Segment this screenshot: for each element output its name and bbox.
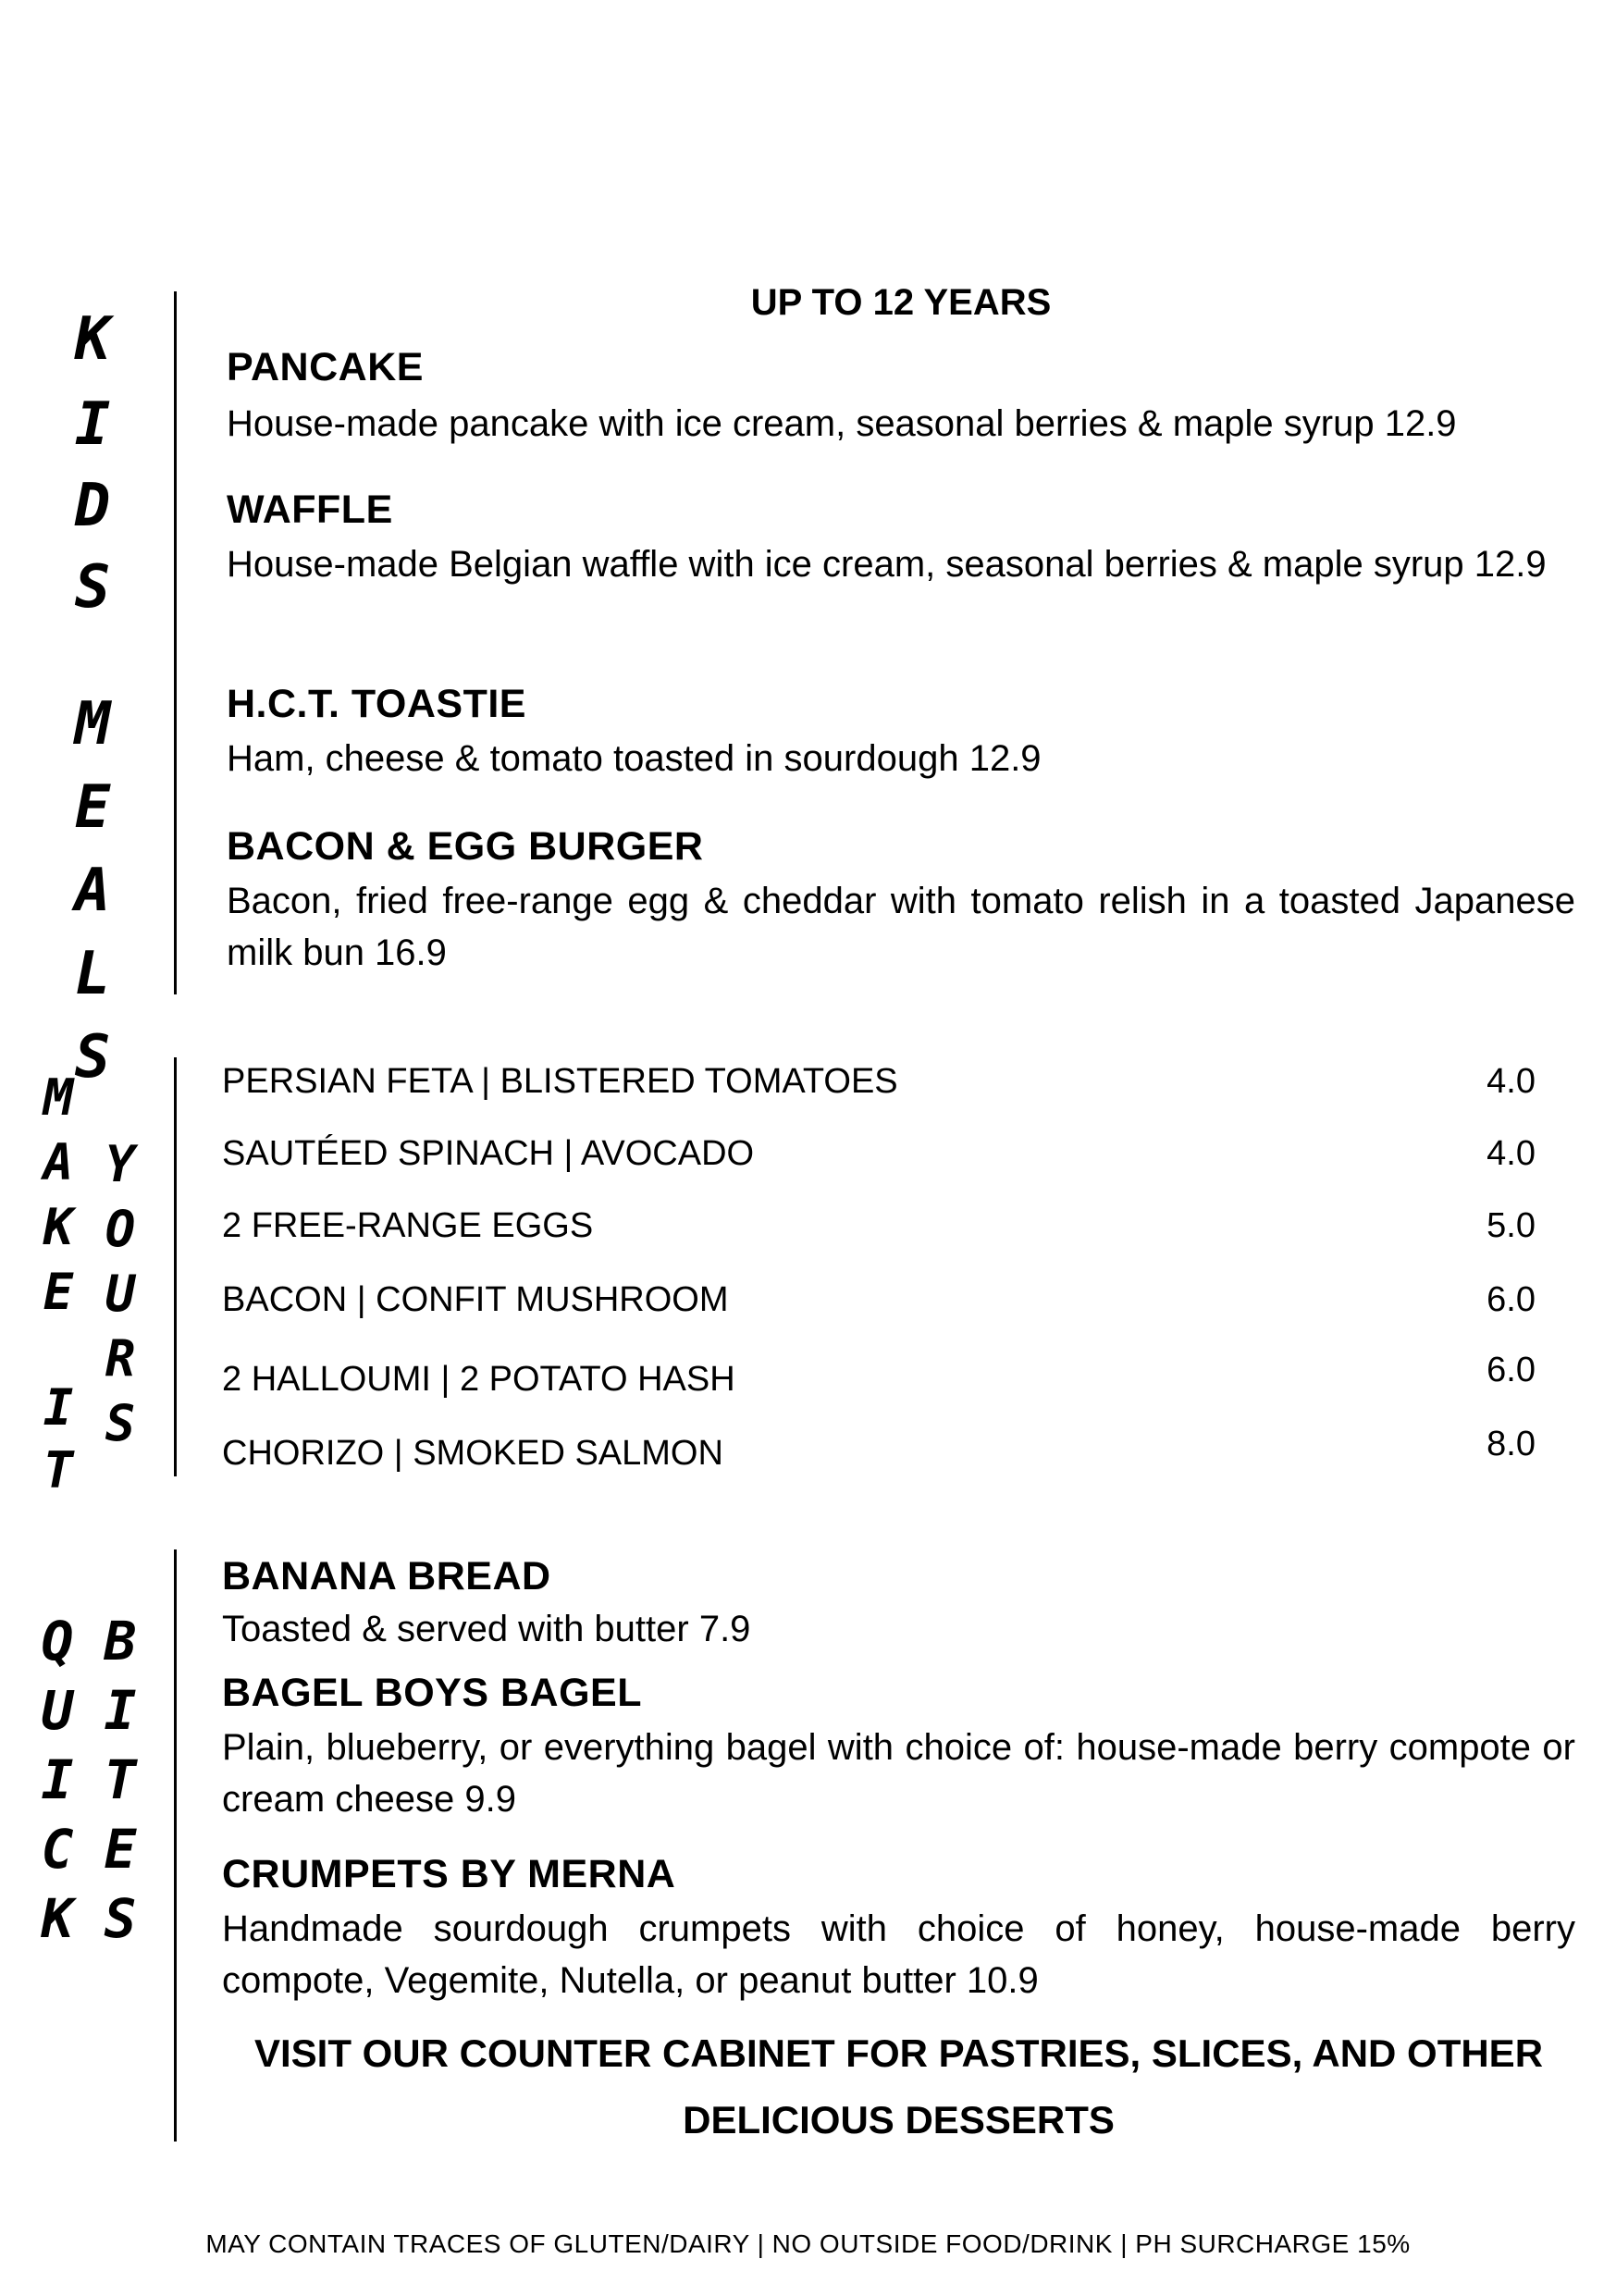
- item-description: Toasted & served with butter 7.9: [222, 1609, 751, 1649]
- quick-bites-side-title-right: [93, 1610, 148, 1961]
- make-it-yours-side-title-right: [93, 1135, 148, 1463]
- make-it-yours-side-title-left: [31, 1068, 86, 1509]
- item-name: BANANA BREAD: [222, 1554, 551, 1599]
- quick-bites-section: [222, 1554, 1575, 2035]
- menu-item: [227, 824, 1575, 979]
- item-name: H.C.T. TOASTIE: [227, 682, 526, 726]
- item-description: Ham, cheese & tomato toasted in sourdough 12.9: [227, 738, 1042, 779]
- menu-item: [222, 1852, 1575, 2006]
- side-title-word-kids: K I D S: [74, 305, 111, 622]
- addon-price: 6.0: [1486, 1351, 1536, 1389]
- side-title-word-make: M A K E: [43, 1068, 74, 1321]
- item-name: BACON & EGG BURGER: [227, 824, 704, 869]
- addon-price: 4.0: [1486, 1134, 1536, 1173]
- menu-item: [222, 1554, 1575, 1655]
- addons-divider-line: [174, 1057, 177, 1476]
- addon-label: 2 HALLOUMI | 2 POTATO HASH: [222, 1360, 735, 1399]
- item-name: PANCAKE: [227, 345, 424, 389]
- side-title-word-meals: M E A L S: [74, 690, 111, 1092]
- addon-label: SAUTÉED SPINACH | AVOCADO: [222, 1134, 755, 1173]
- menu-item: [227, 488, 1575, 590]
- addon-price: 4.0: [1486, 1062, 1536, 1101]
- item-name: BAGEL BOYS BAGEL: [222, 1671, 642, 1715]
- menu-item: [227, 682, 1575, 784]
- counter-cabinet-notice: VISIT OUR COUNTER CABINET FOR PASTRIES, SLICES, AND OTHER DELICIOUS DESSERTS: [253, 2031, 1544, 2142]
- item-description: Bacon, fried free-range egg & cheddar with tomato relish in a toasted Japanese milk bun 16.9: [227, 881, 1575, 973]
- kids-meals-side-title: [65, 305, 120, 1111]
- quick-bites-side-title-left: [30, 1610, 85, 1961]
- kids-meals-section: [227, 282, 1575, 985]
- item-description: House-made pancake with ice cream, seasonal berries & maple syrup 12.9: [227, 403, 1457, 444]
- item-description: House-made Belgian waffle with ice cream, seasonal berries & maple syrup 12.9: [227, 544, 1547, 585]
- side-title-word-it: I T: [43, 1378, 74, 1500]
- item-name: CRUMPETS BY MERNA: [222, 1852, 676, 1896]
- menu-item: [227, 345, 1575, 450]
- addon-label: BACON | CONFIT MUSHROOM: [222, 1280, 729, 1319]
- item-description: Plain, blueberry, or everything bagel with choice of: house-made berry compote or cream cheese 9.9: [222, 1727, 1575, 1820]
- addons-section: [222, 1062, 1536, 1478]
- addon-label: PERSIAN FETA | BLISTERED TOMATOES: [222, 1062, 898, 1101]
- quick-bites-divider-line: [174, 1549, 177, 2142]
- kids-subtitle: UP TO 12 YEARS: [750, 282, 1052, 323]
- side-title-word-yours: Y O U R S: [105, 1135, 136, 1452]
- footer-disclaimer: MAY CONTAIN TRACES OF GLUTEN/DAIRY | NO OUTSIDE FOOD/DRINK | PH SURCHARGE 15%: [205, 2229, 1411, 2258]
- addon-label: 2 FREE-RANGE EGGS: [222, 1206, 594, 1245]
- menu-item: [222, 1671, 1575, 1825]
- kids-divider-line: [174, 291, 177, 994]
- side-title-word-quick: Q U I C K: [41, 1610, 74, 1950]
- side-title-word-bites: B I T E S: [104, 1610, 137, 1950]
- addon-price: 8.0: [1486, 1425, 1536, 1463]
- addon-price: 5.0: [1486, 1206, 1536, 1245]
- addon-label: CHORIZO | SMOKED SALMON: [222, 1434, 723, 1473]
- item-name: WAFFLE: [227, 488, 393, 532]
- item-description: Handmade sourdough crumpets with choice of honey, house-made berry compote, Vegemite, Nutella, or peanut butter 10.9: [222, 1908, 1575, 2001]
- addon-price: 6.0: [1486, 1280, 1536, 1319]
